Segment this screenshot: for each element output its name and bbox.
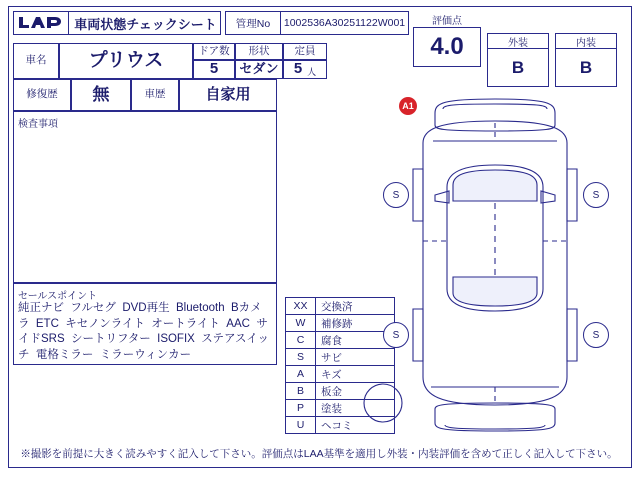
seat-count-number: 5 <box>293 60 303 78</box>
interior-grade-label: 内装 <box>555 33 617 49</box>
legend-code: A <box>286 366 316 382</box>
sales-points-text: 純正ナビ フルセグ DVD再生 Bluetooth Bカメラ ETC キセノンライト オートライト AAC サイドSRS シートリフター ISOFIX ステアスイッチ 電格ミラー ミラーウィンカー <box>18 302 270 361</box>
damage-marker-a1[interactable]: A1 <box>399 97 417 115</box>
seat-count-unit: 人 <box>307 67 317 78</box>
sales-points-label: セールスポイント <box>18 291 98 302</box>
repair-history-value: 無 <box>71 79 131 111</box>
exterior-grade-label: 外装 <box>487 33 549 49</box>
legend-code: B <box>286 383 316 399</box>
check-sheet <box>8 6 632 468</box>
door-count-value: 5 <box>193 60 235 79</box>
wheel-marker-front-right[interactable]: S <box>583 182 609 208</box>
body-shape-label: 形状 <box>235 43 283 60</box>
seat-count-value <box>283 60 327 79</box>
car-name-value: プリウス <box>59 43 193 79</box>
interior-grade-value: B <box>555 49 617 87</box>
legend-code: S <box>286 349 316 365</box>
sales-points-area <box>13 283 277 365</box>
legend-desc: 補修跡 <box>321 317 353 330</box>
door-count-label: ドア数 <box>193 43 235 60</box>
wheel-marker-rear-right[interactable]: S <box>583 322 609 348</box>
footer-note: ※撮影を前提に大きく読みやすく記入して下さい。評価点はLAA基準を適用し外装・内装評価を含めて正しく記入して下さい。 <box>20 448 618 460</box>
legend-desc: ヘコミ <box>321 419 353 432</box>
legend-code: XX <box>286 298 316 314</box>
car-name-label: 車名 <box>13 43 59 79</box>
legend-code: U <box>286 417 316 433</box>
legend-desc: 腐食 <box>321 334 342 347</box>
car-damage-diagram <box>361 91 629 437</box>
wheel-marker-front-left[interactable]: S <box>383 182 409 208</box>
legend-desc: 塗装 <box>321 402 342 415</box>
page-title: 車両状態チェックシート <box>71 11 221 35</box>
legend-desc: キズ <box>321 368 342 381</box>
legend-desc: 板金 <box>321 385 342 398</box>
exterior-grade-value: B <box>487 49 549 87</box>
usage-history-label: 車歴 <box>131 79 179 111</box>
inspection-notes-label: 検査事項 <box>18 119 58 130</box>
legend-desc: 交換済 <box>321 300 353 313</box>
score-label: 評価点 <box>432 15 462 27</box>
body-shape-value: セダン <box>235 60 283 79</box>
wheel-marker-rear-left[interactable]: S <box>383 322 409 348</box>
legend-code: P <box>286 400 316 416</box>
management-no-label: 管理No <box>225 11 281 35</box>
usage-history-value: 自家用 <box>179 79 277 111</box>
legend-code: W <box>286 315 316 331</box>
legend-code: C <box>286 332 316 348</box>
legend-desc: サビ <box>321 351 342 364</box>
lap-logo <box>13 11 69 35</box>
management-no-value: 1002536A30251122W001 <box>281 11 409 35</box>
inspection-notes-area <box>13 111 277 283</box>
repair-history-label: 修復歴 <box>13 79 71 111</box>
score-value: 4.0 <box>413 27 481 67</box>
seat-count-label: 定員 <box>283 43 327 60</box>
